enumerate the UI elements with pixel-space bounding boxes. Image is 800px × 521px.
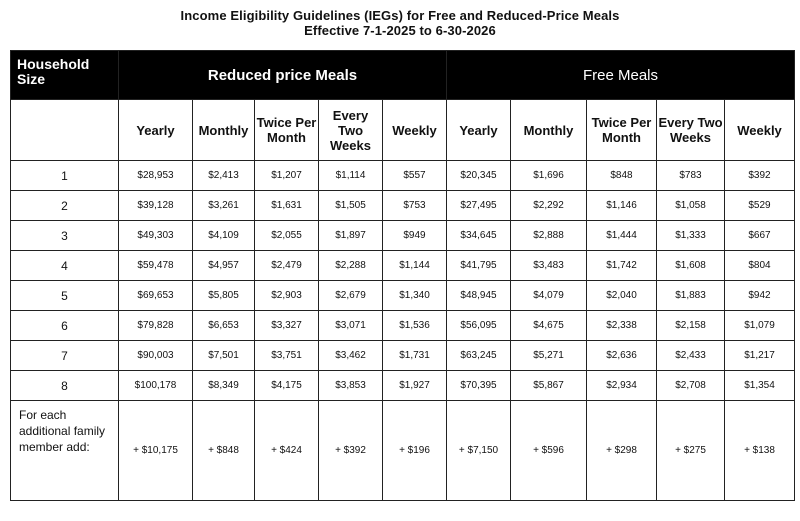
additional-value-cell: + $138 <box>725 401 795 501</box>
income-value-cell: $2,040 <box>587 281 657 311</box>
income-value-cell: $70,395 <box>447 371 511 401</box>
table-row <box>11 251 795 281</box>
income-value-cell: $1,333 <box>657 221 725 251</box>
table-row <box>11 221 795 251</box>
period-header: Monthly <box>511 100 587 161</box>
income-value-cell: $69,653 <box>119 281 193 311</box>
title-line-1: Income Eligibility Guidelines (IEGs) for Free and Reduced-Price Meals <box>180 8 620 23</box>
income-value-cell: $392 <box>725 161 795 191</box>
additional-value-cell: + $848 <box>193 401 255 501</box>
income-value-cell: $3,853 <box>319 371 383 401</box>
income-value-cell: $1,217 <box>725 341 795 371</box>
income-value-cell: $3,261 <box>193 191 255 221</box>
income-value-cell: $2,433 <box>657 341 725 371</box>
income-value-cell: $27,495 <box>447 191 511 221</box>
group-header-row <box>11 51 795 100</box>
household-size-cell: 5 <box>11 281 119 311</box>
income-value-cell: $5,867 <box>511 371 587 401</box>
additional-value-cell: + $424 <box>255 401 319 501</box>
income-value-cell: $5,271 <box>511 341 587 371</box>
period-header: Weekly <box>725 100 795 161</box>
title-line-2: Effective 7-1-2025 to 6-30-2026 <box>304 23 496 38</box>
additional-value-cell: + $392 <box>319 401 383 501</box>
income-value-cell: $2,158 <box>657 311 725 341</box>
income-value-cell: $7,501 <box>193 341 255 371</box>
income-value-cell: $2,288 <box>319 251 383 281</box>
household-size-cell: 2 <box>11 191 119 221</box>
income-value-cell: $1,696 <box>511 161 587 191</box>
income-value-cell: $39,128 <box>119 191 193 221</box>
income-value-cell: $90,003 <box>119 341 193 371</box>
reduced-price-header: Reduced price Meals <box>119 51 447 100</box>
income-value-cell: $4,109 <box>193 221 255 251</box>
income-value-cell: $1,927 <box>383 371 447 401</box>
income-value-cell: $1,114 <box>319 161 383 191</box>
income-value-cell: $4,675 <box>511 311 587 341</box>
income-value-cell: $1,536 <box>383 311 447 341</box>
income-value-cell: $2,055 <box>255 221 319 251</box>
income-value-cell: $3,483 <box>511 251 587 281</box>
income-value-cell: $557 <box>383 161 447 191</box>
additional-value-cell: + $7,150 <box>447 401 511 501</box>
income-value-cell: $3,071 <box>319 311 383 341</box>
eligibility-table <box>10 50 795 501</box>
household-size-cell: 1 <box>11 161 119 191</box>
table-row <box>11 281 795 311</box>
income-value-cell: $2,679 <box>319 281 383 311</box>
income-value-cell: $2,292 <box>511 191 587 221</box>
period-header: Every Two Weeks <box>657 100 725 161</box>
income-value-cell: $942 <box>725 281 795 311</box>
income-value-cell: $1,731 <box>383 341 447 371</box>
additional-member-row <box>11 401 795 501</box>
income-value-cell: $2,888 <box>511 221 587 251</box>
income-value-cell: $2,903 <box>255 281 319 311</box>
income-value-cell: $1,340 <box>383 281 447 311</box>
income-value-cell: $41,795 <box>447 251 511 281</box>
household-size-cell: 3 <box>11 221 119 251</box>
income-value-cell: $2,479 <box>255 251 319 281</box>
income-value-cell: $2,413 <box>193 161 255 191</box>
table-body <box>11 161 795 501</box>
additional-value-cell: + $10,175 <box>119 401 193 501</box>
income-value-cell: $804 <box>725 251 795 281</box>
income-value-cell: $3,462 <box>319 341 383 371</box>
household-size-header: Household Size <box>11 51 119 100</box>
eligibility-table-container <box>10 50 794 501</box>
income-value-cell: $8,349 <box>193 371 255 401</box>
income-value-cell: $4,079 <box>511 281 587 311</box>
household-size-cell: 8 <box>11 371 119 401</box>
free-meals-header: Free Meals <box>447 51 795 100</box>
income-value-cell: $753 <box>383 191 447 221</box>
income-value-cell: $1,079 <box>725 311 795 341</box>
income-value-cell: $28,953 <box>119 161 193 191</box>
income-value-cell: $1,897 <box>319 221 383 251</box>
income-value-cell: $1,608 <box>657 251 725 281</box>
income-value-cell: $63,245 <box>447 341 511 371</box>
income-value-cell: $2,338 <box>587 311 657 341</box>
income-value-cell: $2,934 <box>587 371 657 401</box>
additional-value-cell: + $596 <box>511 401 587 501</box>
income-value-cell: $56,095 <box>447 311 511 341</box>
additional-member-label-cell <box>11 401 119 501</box>
income-value-cell: $79,828 <box>119 311 193 341</box>
period-header: Weekly <box>383 100 447 161</box>
income-value-cell: $1,144 <box>383 251 447 281</box>
income-value-cell: $48,945 <box>447 281 511 311</box>
income-value-cell: $1,354 <box>725 371 795 401</box>
income-value-cell: $49,303 <box>119 221 193 251</box>
table-row <box>11 371 795 401</box>
income-value-cell: $848 <box>587 161 657 191</box>
period-header: Yearly <box>447 100 511 161</box>
income-value-cell: $1,505 <box>319 191 383 221</box>
income-value-cell: $1,146 <box>587 191 657 221</box>
income-value-cell: $100,178 <box>119 371 193 401</box>
income-value-cell: $1,058 <box>657 191 725 221</box>
period-header: Yearly <box>119 100 193 161</box>
income-value-cell: $783 <box>657 161 725 191</box>
table-row <box>11 161 795 191</box>
income-value-cell: $2,636 <box>587 341 657 371</box>
income-value-cell: $1,883 <box>657 281 725 311</box>
income-value-cell: $529 <box>725 191 795 221</box>
period-header: Twice Per Month <box>587 100 657 161</box>
period-header-row <box>11 100 795 161</box>
document-title <box>0 0 800 38</box>
income-value-cell: $1,444 <box>587 221 657 251</box>
income-value-cell: $1,742 <box>587 251 657 281</box>
table-row <box>11 191 795 221</box>
income-value-cell: $34,645 <box>447 221 511 251</box>
income-value-cell: $3,751 <box>255 341 319 371</box>
income-value-cell: $2,708 <box>657 371 725 401</box>
income-value-cell: $1,207 <box>255 161 319 191</box>
household-size-cell: 6 <box>11 311 119 341</box>
income-value-cell: $20,345 <box>447 161 511 191</box>
period-header: Monthly <box>193 100 255 161</box>
income-value-cell: $949 <box>383 221 447 251</box>
income-value-cell: $6,653 <box>193 311 255 341</box>
blank-header-cell <box>11 100 119 161</box>
income-value-cell: $3,327 <box>255 311 319 341</box>
additional-value-cell: + $196 <box>383 401 447 501</box>
period-header: Twice Per Month <box>255 100 319 161</box>
income-value-cell: $1,631 <box>255 191 319 221</box>
income-value-cell: $667 <box>725 221 795 251</box>
period-header: Every Two Weeks <box>319 100 383 161</box>
income-value-cell: $5,805 <box>193 281 255 311</box>
table-row <box>11 341 795 371</box>
table-row <box>11 311 795 341</box>
income-value-cell: $4,957 <box>193 251 255 281</box>
income-value-cell: $59,478 <box>119 251 193 281</box>
income-value-cell: $4,175 <box>255 371 319 401</box>
household-size-cell: 4 <box>11 251 119 281</box>
additional-member-label: For each additional family member add: <box>19 408 106 454</box>
additional-value-cell: + $298 <box>587 401 657 501</box>
additional-value-cell: + $275 <box>657 401 725 501</box>
household-size-cell: 7 <box>11 341 119 371</box>
